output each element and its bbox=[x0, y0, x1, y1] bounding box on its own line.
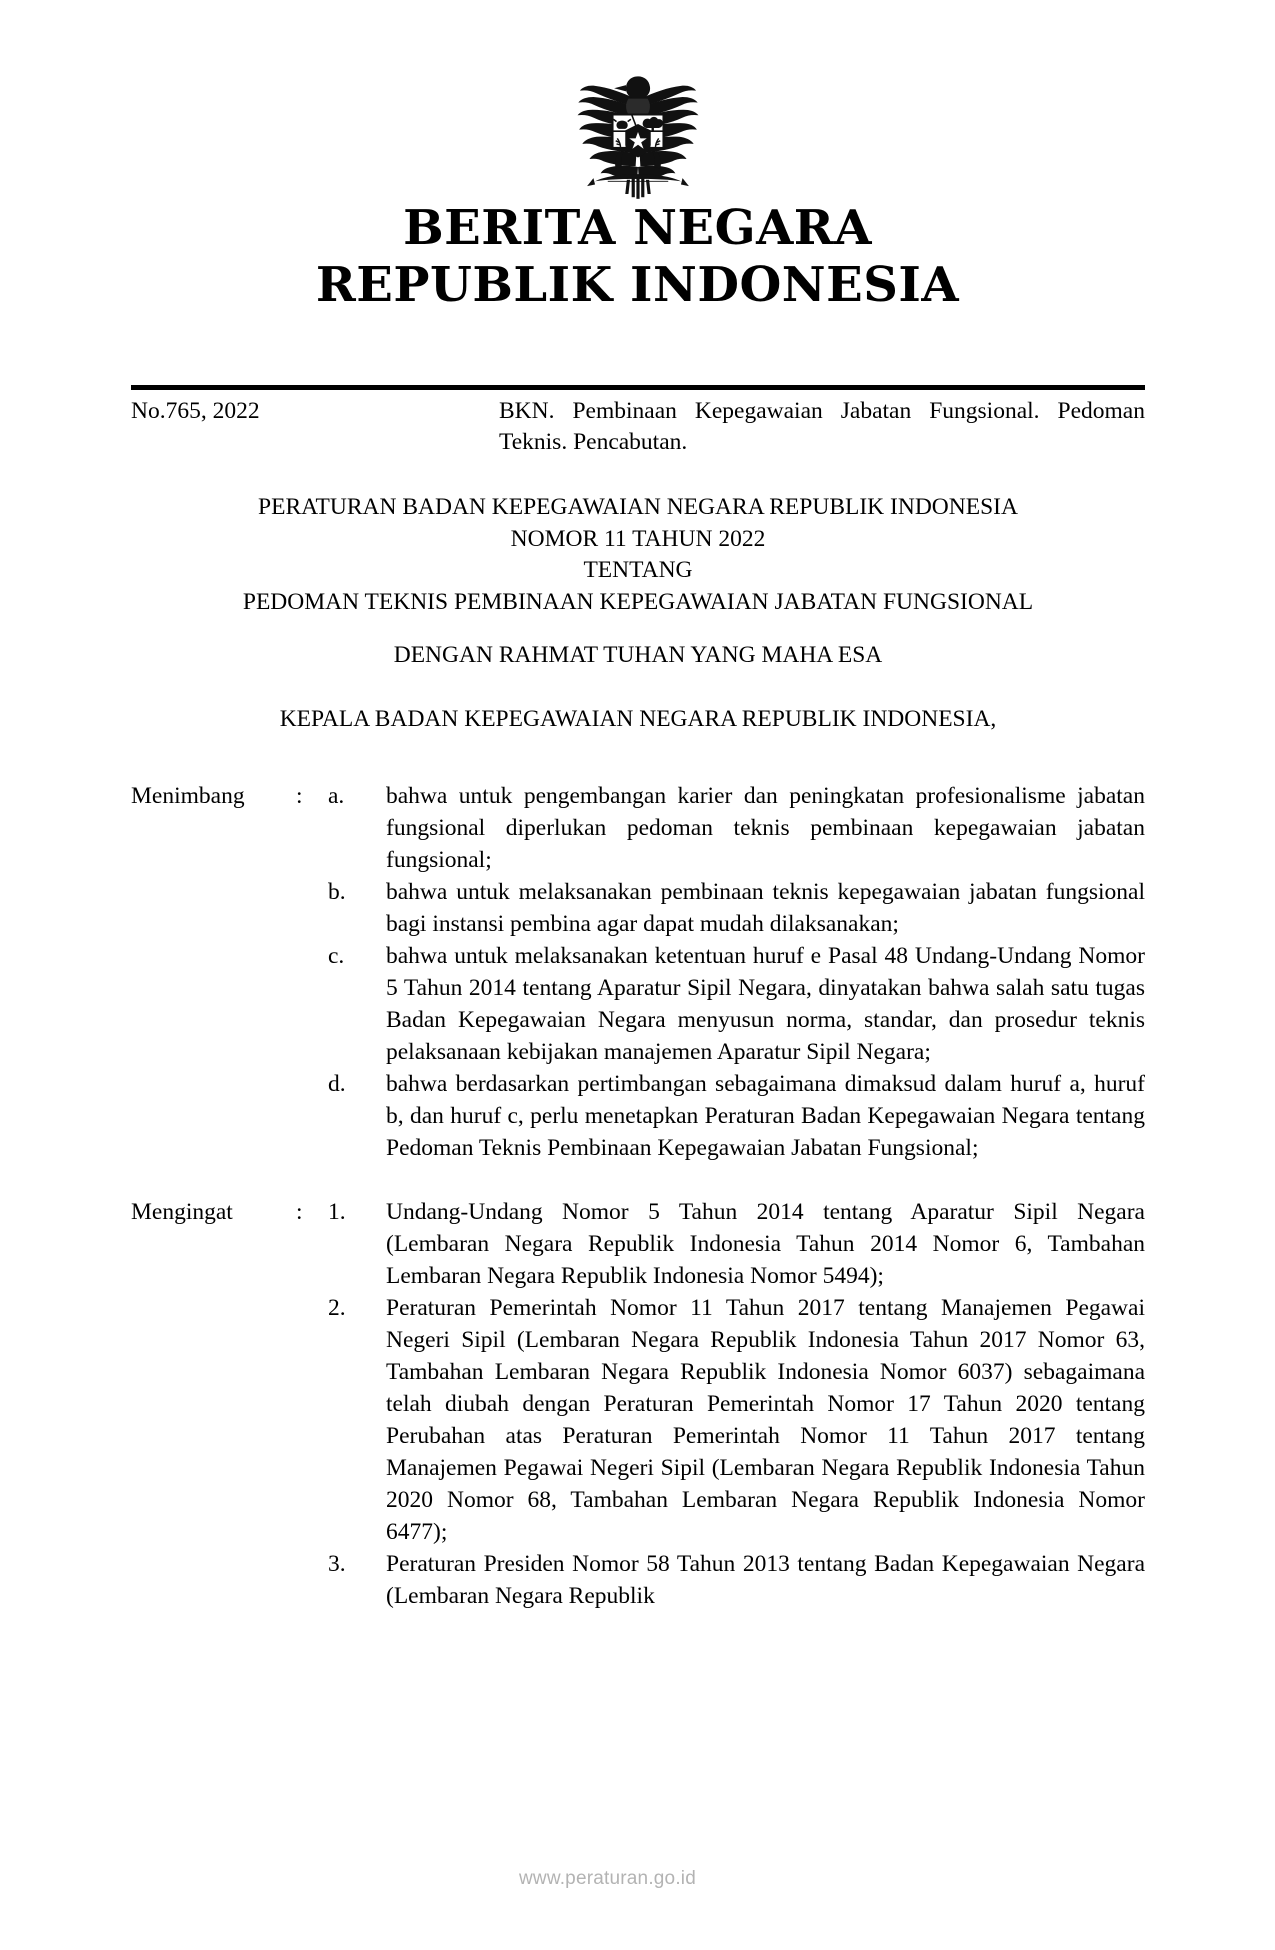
clause-text: bahwa untuk pengembangan karier dan peningkatan profesionalisme jabatan fungsional diperlukan pedoman teknis pembinaan kepegawaian jabatan fungsional; bbox=[386, 783, 1145, 873]
gazette-subject: BKN. Pembinaan Kepegawaian Jabatan Fungsional. Pedoman Teknis. Pencabutan. bbox=[499, 398, 1145, 455]
clause-marker: c. bbox=[328, 943, 345, 969]
invocation-line-2: KEPALA BADAN KEPEGAWAIAN NEGARA REPUBLIK INDONESIA, bbox=[279, 705, 997, 732]
footer-watermark: www.peraturan.go.id bbox=[518, 1868, 696, 1889]
clause-item bbox=[131, 780, 1145, 876]
clause-group-colon: : bbox=[296, 783, 303, 809]
invocation-line-1: DENGAN RAHMAT TUHAN YANG MAHA ESA bbox=[393, 642, 883, 668]
clause-text: Peraturan Presiden Nomor 58 Tahun 2013 tentang Badan Kepegawaian Negara (Lembaran Negara Republik bbox=[386, 1551, 1145, 1609]
clause-item bbox=[131, 1068, 1145, 1164]
regulation-title-block bbox=[131, 492, 1145, 618]
clause-group-label: Mengingat bbox=[131, 1199, 233, 1225]
gazette-line bbox=[131, 396, 1145, 458]
regulation-title-line-4: PEDOMAN TEKNIS PEMBINAAN KEPEGAWAIAN JABATAN FUNGSIONAL bbox=[242, 588, 1034, 615]
clause-item bbox=[131, 1196, 1145, 1292]
header-divider bbox=[131, 385, 1145, 390]
emblem-container bbox=[0, 62, 1275, 207]
clause-marker: 3. bbox=[328, 1551, 346, 1577]
clause-item bbox=[131, 1292, 1145, 1548]
invocation-spacer bbox=[131, 672, 1145, 704]
clause-item bbox=[131, 1548, 1145, 1612]
masthead-line-1: BERITA NEGARA bbox=[403, 200, 872, 256]
regulation-title-line-1: PERATURAN BADAN KEPEGAWAIAN NEGARA REPUBLIK INDONESIA bbox=[258, 494, 1018, 520]
regulation-title-line-3: TENTANG bbox=[583, 557, 693, 583]
clause-group-label: Menimbang bbox=[131, 783, 245, 809]
masthead bbox=[130, 200, 1145, 314]
clause-group-mengingat bbox=[131, 1196, 1145, 1612]
clause-marker: d. bbox=[328, 1071, 346, 1097]
invocation-block bbox=[131, 640, 1145, 735]
masthead-line-2: REPUBLIK INDONESIA bbox=[315, 257, 960, 313]
clause-text: bahwa berdasarkan pertimbangan sebagaimana dimaksud dalam huruf a, huruf b, dan huruf c, perlu menetapkan Peraturan Badan Kepegawaian Negara tentang Pedoman Teknis Pembinaan Kepegawaian Jabatan Fungsional; bbox=[386, 1071, 1145, 1161]
clause-marker: 2. bbox=[328, 1295, 346, 1321]
clause-group-colon: : bbox=[296, 1199, 303, 1225]
clause-text: bahwa untuk melaksanakan pembinaan teknis kepegawaian jabatan fungsional bagi instansi pembina agar dapat mudah dilaksanakan; bbox=[386, 879, 1145, 937]
regulation-title-line-2: NOMOR 11 TAHUN 2022 bbox=[510, 525, 766, 552]
clauses-container bbox=[131, 780, 1145, 1644]
clause-item bbox=[131, 940, 1145, 1068]
clause-marker: a. bbox=[328, 783, 345, 809]
clause-text: Peraturan Pemerintah Nomor 11 Tahun 2017 tentang Manajemen Pegawai Negeri Sipil (Lembaran Negara Republik Indonesia Tahun 2017 Nomor 63, Tambahan Lembaran Negara Republik Indonesia Nomor 6037) sebagaimana telah diubah dengan Peraturan Pemerintah Nomor 17 Tahun 2020 tentang Perubahan atas Peraturan Pemerintah Nomor 11 Tahun 2017 tentang Manajemen Pegawai Negeri Sipil (Lembaran Negara Republik Indonesia Tahun 2020 Nomor 68, Tambahan Lembaran Negara Republik Indonesia Nomor 6477); bbox=[386, 1295, 1145, 1545]
clause-item bbox=[131, 876, 1145, 940]
clause-marker: 1. bbox=[328, 1199, 346, 1225]
clause-group-menimbang bbox=[131, 780, 1145, 1164]
garuda-pancasila-emblem bbox=[558, 62, 718, 202]
clause-marker: b. bbox=[328, 879, 346, 905]
gazette-number: No.765, 2022 bbox=[131, 398, 260, 424]
clause-text: Undang-Undang Nomor 5 Tahun 2014 tentang Aparatur Sipil Negara (Lembaran Negara Republik Indonesia Tahun 2014 Nomor 6, Tambahan Lembaran Negara Republik Indonesia Nomor 5494); bbox=[386, 1199, 1145, 1289]
clause-text: bahwa untuk melaksanakan ketentuan huruf e Pasal 48 Undang-Undang Nomor 5 Tahun 2014 tentang Aparatur Sipil Negara, dinyatakan bahwa salah satu tugas Badan Kepegawaian Negara menyusun norma, standar, dan prosedur teknis pelaksanaan kebijakan manajemen Aparatur Sipil Negara; bbox=[386, 943, 1145, 1065]
